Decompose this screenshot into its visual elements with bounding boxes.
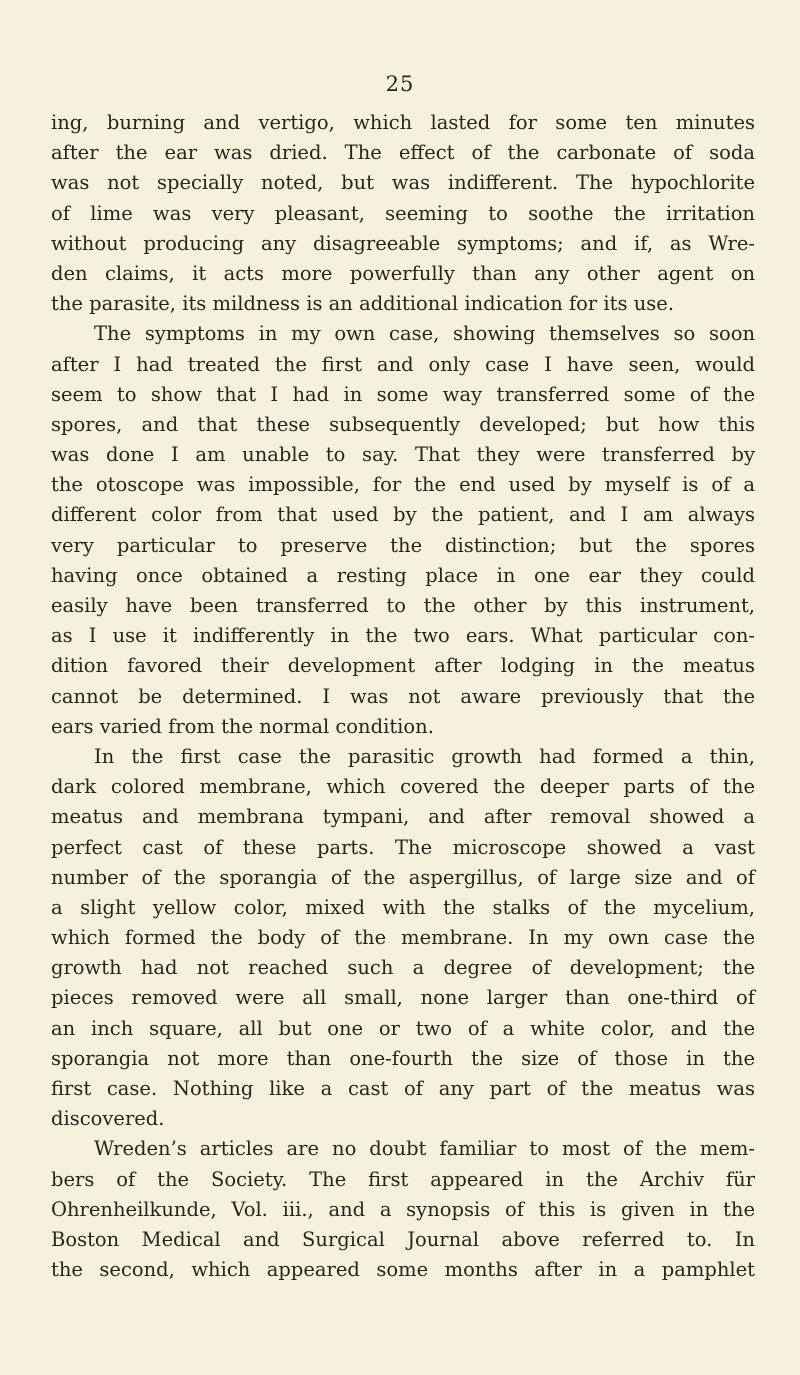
text-line-8: The symptoms in my own case, showing themselves so soon bbox=[94, 322, 755, 346]
text-line-11: spores, and that these subsequently developed; but how this bbox=[51, 412, 755, 436]
text-line-1: ing, burning and vertigo, which lasted for some ten minutes bbox=[51, 111, 755, 134]
text-line-19: dition favored their development after lodging in the meatus bbox=[51, 654, 755, 678]
text-line-39: the second, which appeared some months after in a pamphlet bbox=[51, 1258, 755, 1282]
text-line-35: Wreden’s articles are no doubt familiar to most of the mem- bbox=[94, 1137, 755, 1161]
text-line-17: easily have been transferred to the other by this instrument, bbox=[51, 594, 755, 617]
text-line-14: different color from that used by the patient, and I am always bbox=[51, 503, 755, 527]
text-line-18: as I use it indifferently in the two ears. What particular con- bbox=[51, 624, 755, 648]
text-line-30: pieces removed were all small, none larger than one-third of bbox=[51, 986, 755, 1010]
text-line-5: without producing any disagreeable symptoms; and if, as Wre- bbox=[51, 231, 755, 255]
text-line-21: ears varied from the normal condition. bbox=[51, 714, 434, 738]
text-line-24: meatus and membrana tympani, and after removal showed a bbox=[51, 805, 755, 829]
text-line-22: In the first case the parasitic growth had formed a thin, bbox=[94, 744, 755, 768]
text-line-10: seem to show that I had in some way transferred some of the bbox=[51, 382, 755, 406]
text-line-23: dark colored membrane, which covered the deeper parts of the bbox=[51, 775, 755, 799]
text-line-34: discovered. bbox=[51, 1107, 165, 1131]
text-line-38: Boston Medical and Surgical Journal above referred to. In bbox=[51, 1227, 755, 1251]
text-line-37: Ohrenheilkunde, Vol. iii., and a synopsis of this is given in the bbox=[51, 1197, 755, 1221]
text-line-27: a slight yellow color, mixed with the stalks of the mycelium, bbox=[51, 895, 755, 919]
text-line-16: having once obtained a resting place in one ear they could bbox=[51, 563, 755, 587]
text-line-36: bers of the Society. The first appeared in the Archiv für bbox=[51, 1167, 755, 1191]
text-line-7: the parasite, its mildness is an additional indication for its use. bbox=[51, 292, 675, 316]
text-line-20: cannot be determined. I was not aware previously that the bbox=[51, 684, 755, 708]
text-line-2: after the ear was dried. The effect of the carbonate of soda bbox=[51, 141, 755, 165]
text-line-6: den claims, it acts more powerfully than any other agent on bbox=[51, 261, 755, 285]
page-number: 25 bbox=[385, 72, 415, 96]
text-line-9: after I had treated the first and only case I have seen, would bbox=[51, 352, 755, 376]
text-line-29: growth had not reached such a degree of development; the bbox=[51, 956, 755, 980]
text-line-33: first case. Nothing like a cast of any part of the meatus was bbox=[51, 1077, 755, 1100]
body-text bbox=[51, 108, 755, 1285]
text-line-26: number of the sporangia of the aspergillus, of large size and of bbox=[51, 865, 755, 889]
text-line-12: was done I am unable to say. That they were transferred by bbox=[51, 443, 755, 467]
text-line-13: the otoscope was impossible, for the end used by myself is of a bbox=[51, 473, 755, 497]
text-line-25: perfect cast of these parts. The microscope showed a vast bbox=[51, 835, 755, 859]
text-line-28: which formed the body of the membrane. In my own case the bbox=[51, 926, 755, 950]
text-line-31: an inch square, all but one or two of a white color, and the bbox=[51, 1016, 755, 1040]
text-line-4: of lime was very pleasant, seeming to soothe the irritation bbox=[51, 201, 755, 225]
text-line-32: sporangia not more than one-fourth the size of those in the bbox=[51, 1046, 755, 1070]
text-line-15: very particular to preserve the distinction; but the spores bbox=[51, 533, 755, 557]
text-line-3: was not specially noted, but was indifferent. The hypochlorite bbox=[51, 171, 755, 195]
